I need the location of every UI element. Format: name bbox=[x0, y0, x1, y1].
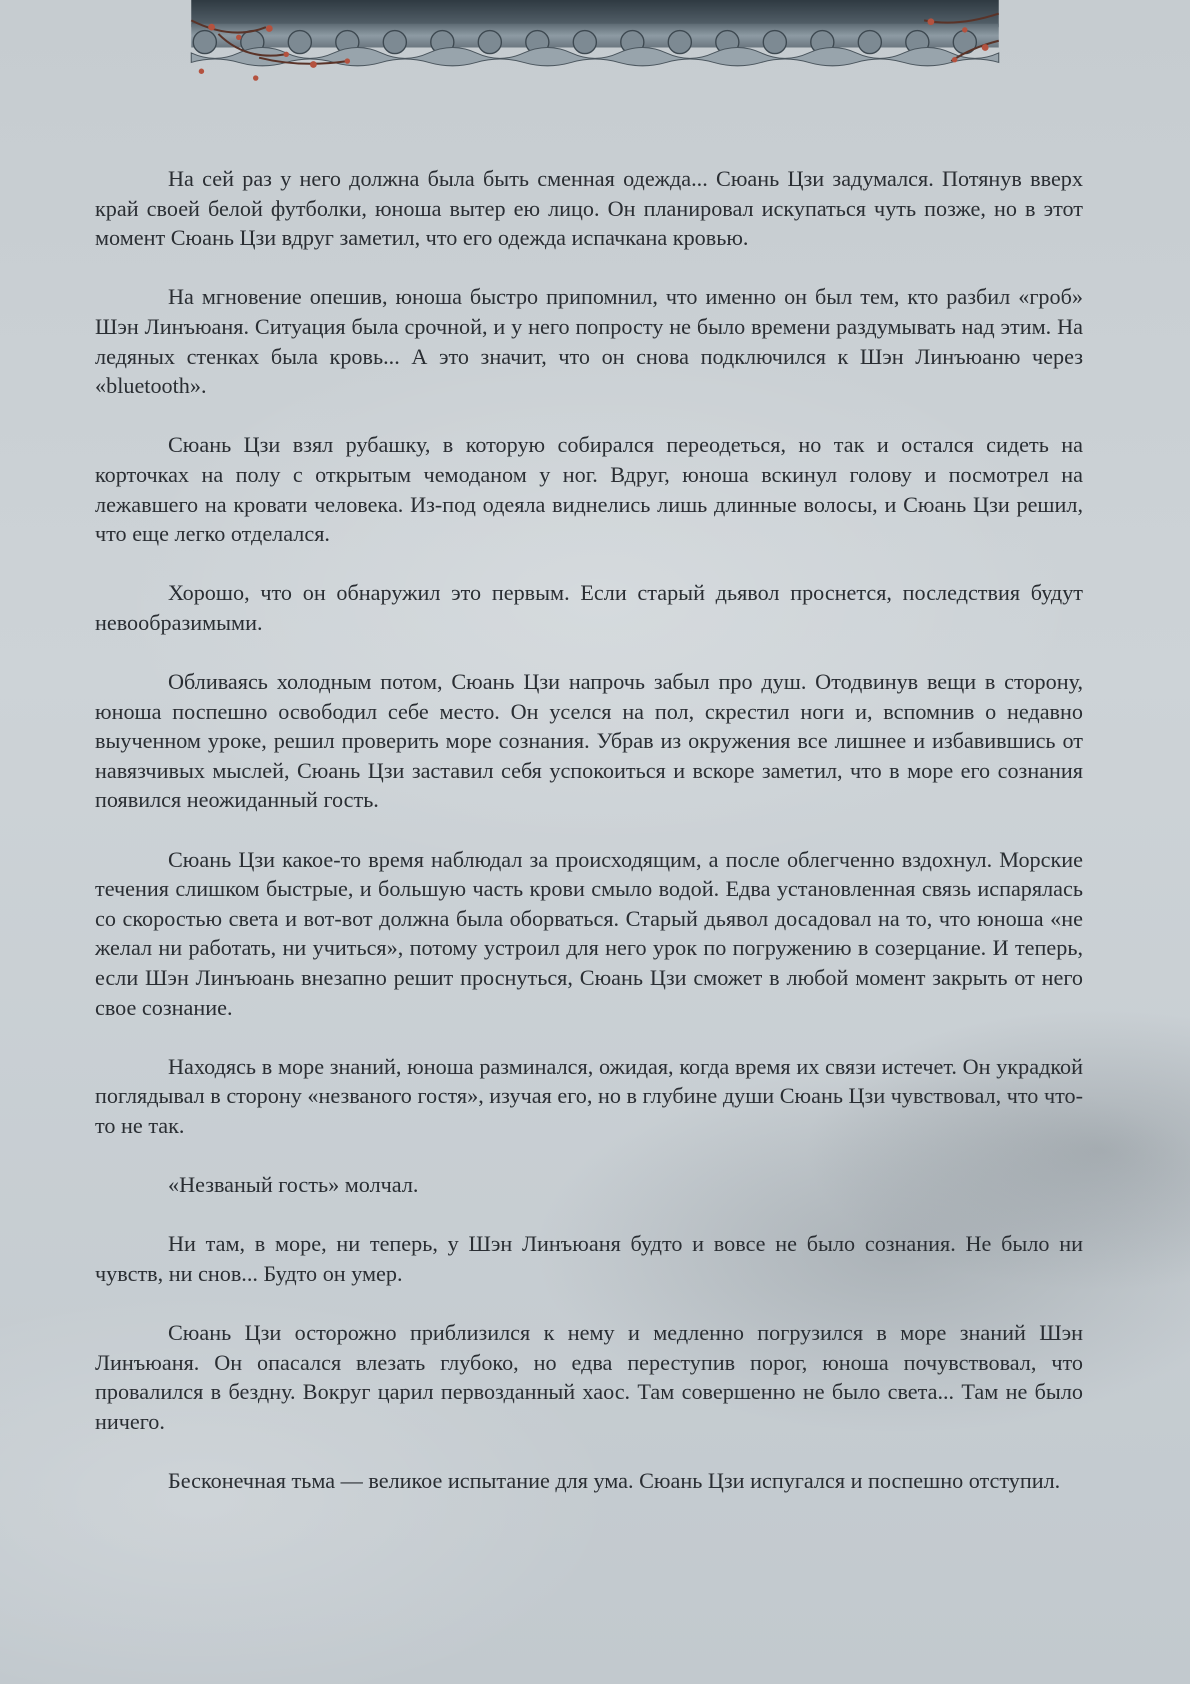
paragraph: Ни там, в море, ни теперь, у Шэн Линъюаня будто и вовсе не было сознания. Не было ни чувств, ни снов... Будто он умер. bbox=[95, 1231, 1083, 1286]
paragraph: На сей раз у него должна была быть сменная одежда... Сюань Цзи задумался. Потянув вверх край своей белой футболки, юноша вытер ею лицо. Он планировал искупаться чуть позже, но в этот момент Сюань Цзи вдруг заметил, что его одежда испачкана кровью. bbox=[95, 166, 1083, 251]
paragraph: Сюань Цзи взял рубашку, в которую собирался переодеться, но так и остался сидеть на корточках на полу с открытым чемоданом у ног. Вдруг, юноша вскинул голову и посмотрел на лежавшего на кровати человека. Из-под одеяла виднелись лишь длинные волосы, и Сюань Цзи решил, что еще легко отделался. bbox=[95, 432, 1083, 547]
roof-tiles-decoration bbox=[0, 0, 1190, 95]
document-body bbox=[95, 164, 1083, 1496]
paragraph: «Незваный гость» молчал. bbox=[168, 1172, 419, 1198]
paragraph: Находясь в море знаний, юноша разминался, ожидая, когда время их связи истечет. Он украдкой поглядывал в сторону «незваного гостя», изучая его, но в глубине души Сюань Цзи чувствовал, что что-то не так. bbox=[95, 1053, 1083, 1138]
paragraph: Сюань Цзи какое-то время наблюдал за происходящим, а после облегченно вздохнул. Морские течения слишком быстрые, и большую часть крови смыло водой. Едва установленная связь испарялась со скоростью света и вот-вот должна была оборваться. Старый дьявол досадовал на то, что юноша «не желал ни работать, ни учиться», потому устроил для него урок по погружению в созерцание. И теперь, если Шэн Линъюань внезапно решит проснуться, Сюань Цзи сможет в любой момент закрыть от него свое сознание. bbox=[95, 846, 1083, 1020]
paragraph: Бесконечная тьма — великое испытание для ума. Сюань Цзи испугался и поспешно отступил. bbox=[168, 1468, 1061, 1494]
paragraph: На мгновение опешив, юноша быстро припомнил, что именно он был тем, кто разбил «гроб» Шэн Линъюаня. Ситуация была срочной, и у него попросту не было времени раздумывать над этим. На ледяных стенках была кровь... А это значит, что он снова подключился к Шэн Линъюаню через «bluetooth». bbox=[95, 284, 1083, 399]
paragraph: Обливаясь холодным потом, Сюань Цзи напрочь забыл про душ. Отодвинув вещи в сторону, юноша поспешно освободил себе место. Он уселся на пол, скрестил ноги и, вспомнив о недавно выученном уроке, решил проверить море сознания. Убрав из окружения все лишнее и избавившись от навязчивых мыслей, Сюань Цзи заставил себя успокоиться и вскоре заметил, что в море его сознания появился неожиданный гость. bbox=[95, 669, 1083, 813]
paragraph: Хорошо, что он обнаружил это первым. Если старый дьявол проснется, последствия будут невообразимыми. bbox=[95, 580, 1083, 635]
paragraph: Сюань Цзи осторожно приблизился к нему и медленно погрузился в море знаний Шэн Линъюаня. Он опасался влезать глубоко, но едва переступив порог, юноша почувствовал, что провалился в бездну. Вокруг царил первозданный хаос. Там совершенно не было света... Там не было ничего. bbox=[95, 1320, 1083, 1434]
